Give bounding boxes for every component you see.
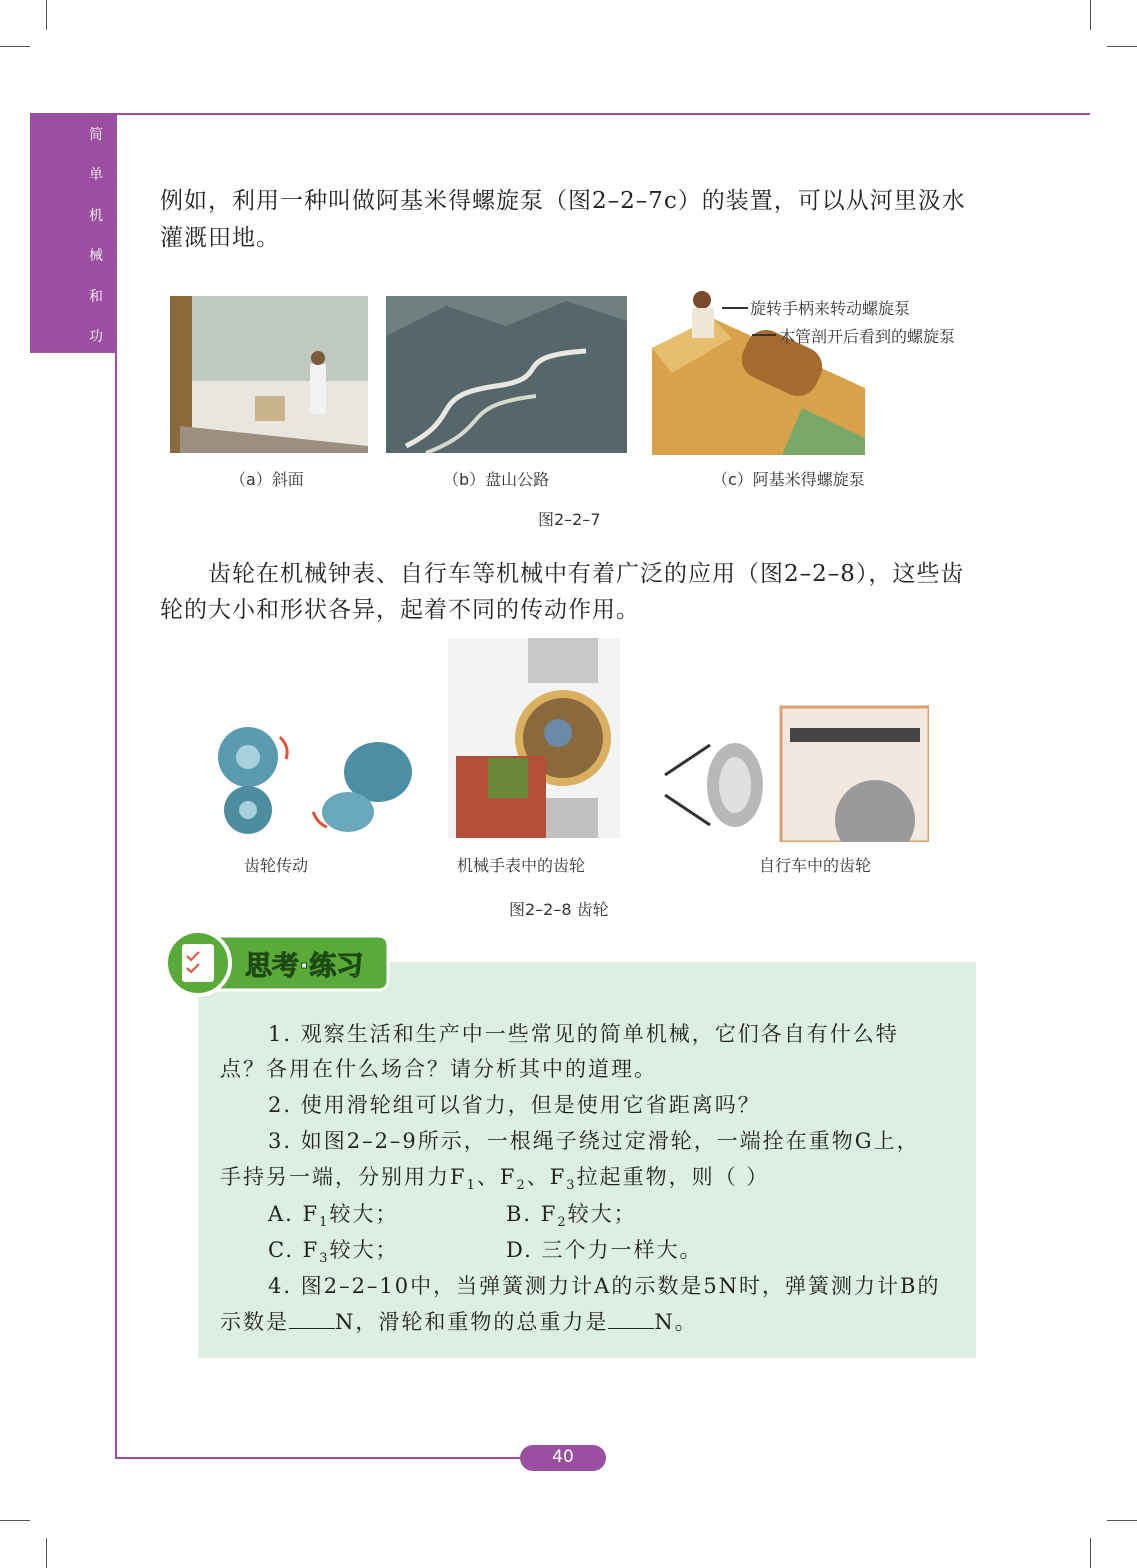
gears-paragraph-line: 齿轮在机械钟表、自行车等机械中有着广泛的应用（图2–2–8），这些齿: [208, 561, 965, 587]
option-text: C. F: [268, 1238, 320, 1262]
crop-mark: [46, 1538, 47, 1568]
option-subscript: 2: [557, 1215, 568, 1231]
figure-caption: 齿轮传动: [244, 856, 309, 875]
intro-paragraph-line: 灌溉田地。: [160, 225, 280, 251]
exercise-heading: 思考·练习: [245, 951, 364, 982]
figure-caption: （c）阿基米得螺旋泵: [712, 470, 865, 489]
crop-mark: [1107, 46, 1137, 47]
q3-text: 拉起重物，则（ ）: [576, 1165, 770, 1189]
q4-text: N，滑轮和重物的总重力是: [335, 1310, 609, 1334]
q3-subscript: 2: [516, 1178, 527, 1194]
chapter-tab-char: 功: [89, 329, 103, 345]
crop-mark: [1090, 1538, 1091, 1568]
answer-blank[interactable]: [608, 1308, 654, 1329]
exercise-q4-line: [220, 1305, 698, 1339]
figure-caption: （a）斜面: [230, 470, 304, 489]
figure-title: 图2–2–7: [538, 510, 601, 529]
watch-gears-photo: [448, 638, 620, 838]
figure-title: 图2–2–8 齿轮: [509, 900, 609, 919]
chapter-tab: [30, 113, 116, 353]
q4-text: N。: [654, 1310, 698, 1334]
figure-caption: （b）盘山公路: [443, 470, 550, 489]
option-text: A. F: [268, 1202, 320, 1226]
chapter-tab-char: 械: [89, 248, 103, 264]
q3-subscript: 3: [566, 1178, 577, 1194]
q4-text: 示数是: [220, 1310, 289, 1334]
crop-mark: [0, 46, 30, 47]
chapter-tab-char: 和: [89, 289, 103, 305]
header-rule: [116, 113, 1090, 115]
answer-blank[interactable]: [289, 1308, 335, 1329]
intro-paragraph-line: 例如，利用一种叫做阿基米得螺旋泵（图2–2–7c）的装置，可以从河里汲水: [160, 188, 966, 214]
option-text: B. F: [506, 1202, 558, 1226]
crop-mark: [1090, 0, 1091, 30]
exercise-q4-line: 4. 图2–2–10中，当弹簧测力计A的示数是5N时，弹簧测力计B的: [268, 1274, 941, 1298]
option-text: 较大；: [329, 1202, 399, 1226]
bicycle-gears-photo: [655, 705, 929, 842]
footer-rule: [115, 1457, 530, 1459]
figure-caption: 自行车中的齿轮: [759, 856, 872, 875]
page-number: 40: [552, 1447, 574, 1467]
callout-label: 旋转手柄来转动螺旋泵: [750, 299, 911, 318]
chapter-tab-char: 机: [89, 208, 103, 224]
callout-label: 木管剖开后看到的螺旋泵: [779, 327, 956, 346]
chapter-tab-char: 简: [89, 127, 103, 143]
q3-text: 、F: [526, 1165, 567, 1189]
exercise-q1-line: 1. 观察生活和生产中一些常见的简单机械，它们各自有什么特: [268, 1022, 899, 1046]
q3-subscript: 1: [466, 1178, 477, 1194]
exercise-q3-line: 3. 如图2–2–9所示，一根绳子绕过定滑轮，一端拴在重物G上，: [268, 1129, 920, 1153]
option-subscript: 1: [319, 1215, 330, 1231]
exercise-q2: 2. 使用滑轮组可以省力，但是使用它省距离吗？: [268, 1093, 761, 1117]
option-text: 较大；: [567, 1202, 637, 1226]
gear-transmission-photo: [208, 712, 420, 842]
q3-text: 、F: [476, 1165, 517, 1189]
callout-line: [722, 307, 748, 309]
crop-mark: [46, 0, 47, 30]
option-d: D. 三个力一样大。: [506, 1238, 703, 1262]
incline-photo: [170, 296, 368, 453]
option-text: 较大；: [329, 1238, 399, 1262]
q3-text: 手持另一端，分别用力F: [220, 1165, 467, 1189]
gears-paragraph-line: 轮的大小和形状各异，起着不同的传动作用。: [160, 597, 640, 623]
option-subscript: 3: [319, 1251, 330, 1267]
crop-mark: [1107, 1520, 1137, 1521]
mountain-road-photo: [386, 296, 627, 453]
chapter-tab-char: 单: [89, 167, 103, 183]
callout-line: [752, 334, 776, 336]
crop-mark: [0, 1520, 30, 1521]
exercise-q1-line: 点？各用在什么场合？请分析其中的道理。: [220, 1057, 657, 1081]
figure-caption: 机械手表中的齿轮: [457, 856, 586, 875]
